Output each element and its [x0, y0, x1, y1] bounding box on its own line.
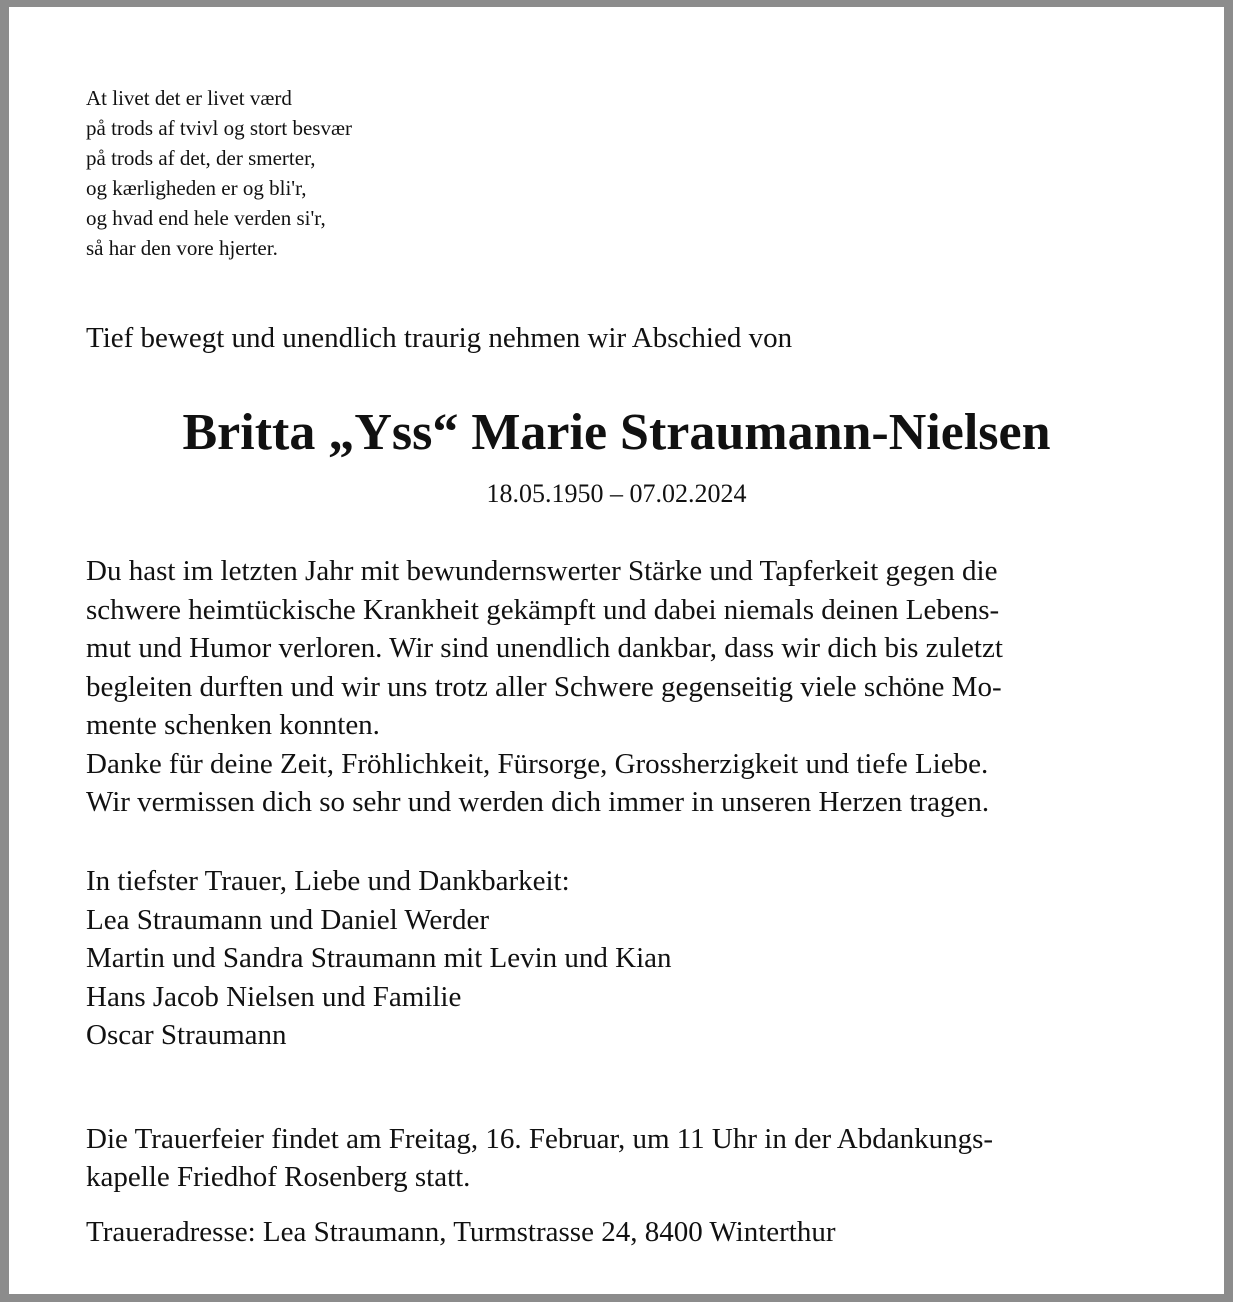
ceremony-notice — [86, 1120, 993, 1196]
message-line: mut und Humor verloren. Wir sind unendlich dankbar, dass wir dich bis zuletzt — [86, 632, 1003, 664]
ceremony-line: Die Trauerfeier findet am Freitag, 16. Februar, um 11 Uhr in der Abdankungs- — [86, 1123, 994, 1155]
poem-line: så har den vore hjerter. — [86, 236, 278, 260]
mourner-name: Oscar Straumann — [86, 1019, 287, 1051]
mourning-address: Traueradresse: Lea Straumann, Turmstrasse 24, 8400 Winterthur — [86, 1216, 836, 1248]
mourner-name: Martin und Sandra Straumann mit Levin und Kian — [86, 942, 672, 974]
message-paragraph — [86, 552, 1003, 822]
poem-line: og hvad end hele verden si'r, — [86, 206, 326, 230]
mourner-name: Hans Jacob Nielsen und Familie — [86, 980, 462, 1013]
message-line: Du hast im letzten Jahr mit bewundernswerter Stärke und Tapferkeit gegen die — [86, 555, 998, 587]
mourners-heading: In tiefster Trauer, Liebe und Dankbarkeit: — [86, 865, 570, 897]
poem-line: på trods af tvivl og stort besvær — [86, 116, 352, 140]
mourners-list — [86, 862, 672, 1055]
intro-text: Tief bewegt und unendlich traurig nehmen wir Abschied von — [86, 322, 793, 354]
deceased-name: Britta „Yss“ Marie Straumann-Nielsen — [182, 404, 1051, 461]
poem-line: og kærligheden er og bli'r, — [86, 176, 307, 200]
poem-line: At livet det er livet værd — [86, 86, 292, 110]
message-line: schwere heimtückische Krankheit gekämpft und dabei niemals deinen Lebens- — [86, 593, 1000, 626]
ceremony-line: kapelle Friedhof Rosenberg statt. — [86, 1161, 471, 1193]
message-line: Wir vermissen dich so sehr und werden dich immer in unseren Herzen tragen. — [86, 786, 990, 818]
life-dates: 18.05.1950 – 07.02.2024 — [486, 479, 747, 508]
message-line: mente schenken konnten. — [86, 709, 380, 741]
poem-line: på trods af det, der smerter, — [86, 146, 316, 170]
message-line: begleiten durften und wir uns trotz aller Schwere gegenseitig viele schöne Mo- — [86, 670, 1002, 703]
message-line: Danke für deine Zeit, Fröhlichkeit, Fürsorge, Grossherzigkeit und tiefe Liebe. — [86, 747, 989, 780]
poem — [86, 83, 352, 263]
mourner-name: Lea Straumann und Daniel Werder — [86, 903, 489, 936]
